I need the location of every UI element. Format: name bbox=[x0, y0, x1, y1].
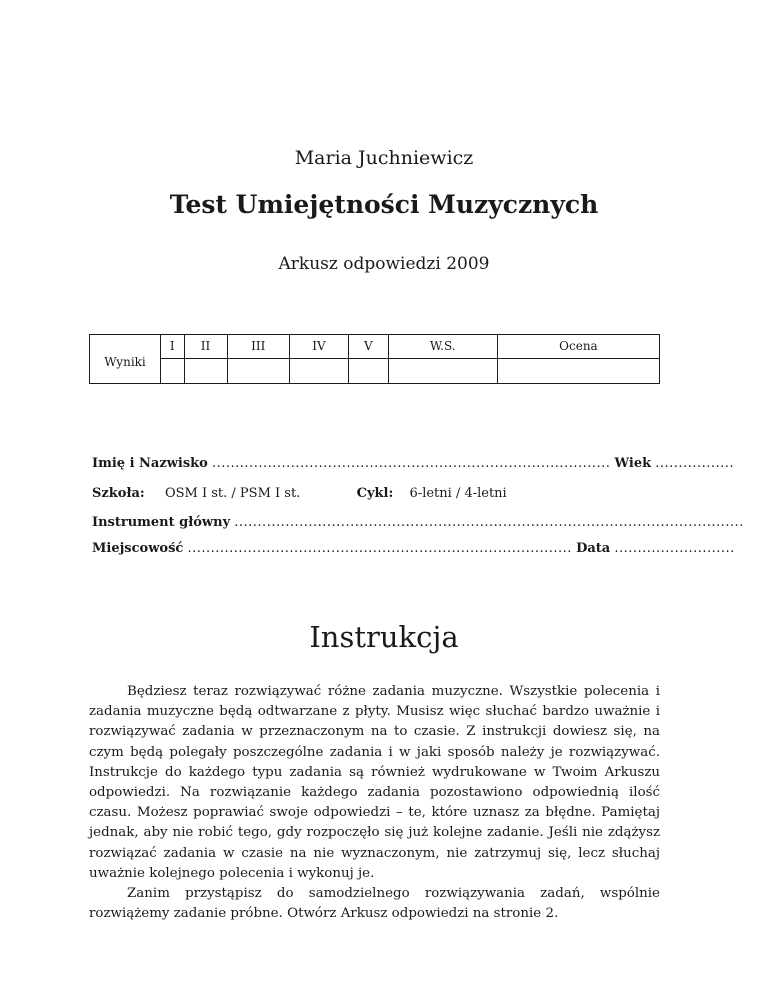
cycle-options[interactable]: 6-letni / 4-letni bbox=[409, 486, 507, 501]
column-header-ii: II bbox=[184, 335, 227, 359]
column-header-i: I bbox=[161, 335, 185, 359]
score-cell-i[interactable] bbox=[161, 359, 185, 384]
town-label: Miejscowość bbox=[92, 541, 184, 556]
instrument-field[interactable]: .............................................................................................................. bbox=[234, 515, 744, 530]
scores-entry-row bbox=[90, 359, 660, 384]
date-label: Data bbox=[576, 541, 611, 556]
instructions-paragraph-1: Będziesz teraz rozwiązywać różne zadania muzyczne. Wszystkie polecenia i zadania muzyczne będą odtwarzane z płyty. Musisz więc słuchać bardzo uważnie i rozwiązywać zadania w przeznaczonym na to czasie. Z instrukcji dowiesz się, na czym będą polegały poszczególne zadania i w jaki sposób należy je rozwiązywać. Instrukcje do każdego typu zadania są również wydrukowane w Twoim Arkuszu odpowiedzi. Na rozwiązanie każdego zadania pozostawiono odpowiednią ilość czasu. Możesz poprawiać swoje odpowiedzi – te, które uznasz za błędne. Pamiętaj jednak, aby nie robić tego, gdy rozpoczęło się już kolejne zadanie. Jeśli nie zdążysz rozwiązać zadania w czasie na nie wyznaczonym, nie zatrzymuj się, lecz słuchaj uważnie kolejnego polecenia i wykonuj je. bbox=[89, 684, 660, 881]
score-cell-ws[interactable] bbox=[388, 359, 497, 384]
instrument-label: Instrument główny bbox=[92, 515, 231, 530]
scores-row-label: Wyniki bbox=[90, 335, 161, 384]
age-label: Wiek bbox=[614, 456, 652, 471]
score-cell-iv[interactable] bbox=[289, 359, 348, 384]
instructions-heading: Instrukcja bbox=[309, 620, 459, 654]
instructions-body bbox=[89, 682, 660, 924]
scores-header-row bbox=[90, 335, 660, 359]
column-header-ocena: Ocena bbox=[497, 335, 659, 359]
document-title: Test Umiejętności Muzycznych bbox=[169, 190, 599, 219]
column-header-iv: IV bbox=[289, 335, 348, 359]
scores-table bbox=[89, 334, 660, 384]
town-field[interactable]: ................................................................................... bbox=[187, 541, 572, 556]
instrument-row bbox=[92, 515, 744, 530]
name-label: Imię i Nazwisko bbox=[92, 456, 208, 471]
town-date-row bbox=[92, 541, 735, 556]
instructions-paragraph-2: Zanim przystąpisz do samodzielnego rozwiązywania zadań, wspólnie rozwiążemy zadanie próbne. Otwórz Arkusz odpowiedzi na stronie 2. bbox=[89, 886, 660, 922]
name-age-row bbox=[92, 456, 735, 471]
column-header-iii: III bbox=[227, 335, 289, 359]
age-field[interactable]: ................. bbox=[655, 456, 735, 471]
document-subtitle: Arkusz odpowiedzi 2009 bbox=[278, 254, 490, 274]
cycle-label: Cykl: bbox=[356, 486, 394, 501]
date-field[interactable]: .......................... bbox=[614, 541, 735, 556]
school-options[interactable]: OSM I st. / PSM I st. bbox=[164, 486, 301, 501]
name-field[interactable]: ...................................................................................... bbox=[212, 456, 611, 471]
column-header-v: V bbox=[348, 335, 388, 359]
school-label: Szkoła: bbox=[92, 486, 145, 501]
school-cycle-row bbox=[92, 486, 660, 501]
author-name: Maria Juchniewicz bbox=[294, 147, 474, 169]
score-cell-iii[interactable] bbox=[227, 359, 289, 384]
score-cell-v[interactable] bbox=[348, 359, 388, 384]
score-cell-ocena[interactable] bbox=[497, 359, 659, 384]
column-header-ws: W.S. bbox=[388, 335, 497, 359]
score-cell-ii[interactable] bbox=[184, 359, 227, 384]
